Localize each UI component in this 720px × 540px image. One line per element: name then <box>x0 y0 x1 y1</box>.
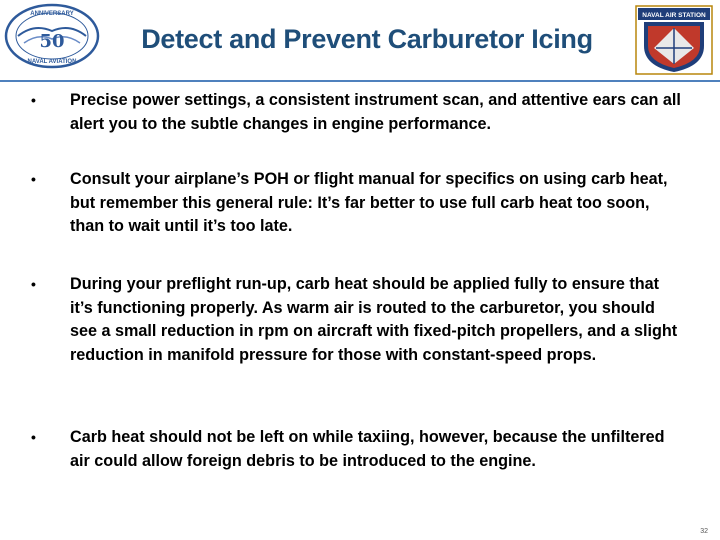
bullet-text: Consult your airplane’s POH or flight manual for specifics on using carb heat, but remember this general rule: It’s far better to use full carb heat too soon, than to wait until it’s too late. <box>70 170 668 235</box>
bullet-symbol: • <box>31 429 36 445</box>
page-number: 32 <box>700 528 708 535</box>
list-item <box>31 89 681 136</box>
svg-text:ANNIVERSARY: ANNIVERSARY <box>30 11 74 17</box>
bullet-text: Carb heat should not be left on while taxiing, however, because the unfiltered air could allow foreign debris to be introduced to the engine. <box>70 428 665 470</box>
bullet-symbol: • <box>31 171 36 187</box>
bullet-text: Precise power settings, a consistent instrument scan, and attentive ears can all alert you to the subtle changes in engine performance. <box>70 91 681 133</box>
svg-text:50: 50 <box>39 31 65 52</box>
bullet-text: During your preflight run-up, carb heat should be applied fully to ensure that it’s functioning properly. As warm air is routed to the carburetor, you should see a small reduction in rpm on aircraft with fixed-pitch propellers, and a slight reduction in manifold pressure for those with constant-speed props. <box>70 275 678 364</box>
list-item <box>31 168 681 239</box>
bullet-symbol: • <box>31 92 36 108</box>
list-item <box>31 273 681 367</box>
svg-text:NAVAL AIR STATION: NAVAL AIR STATION <box>642 12 706 19</box>
svg-text:NAVAL AVIATION: NAVAL AVIATION <box>27 59 77 65</box>
page-title: Detect and Prevent Carburetor Icing <box>141 24 593 54</box>
bullet-symbol: • <box>31 276 36 292</box>
list-item <box>31 426 681 473</box>
